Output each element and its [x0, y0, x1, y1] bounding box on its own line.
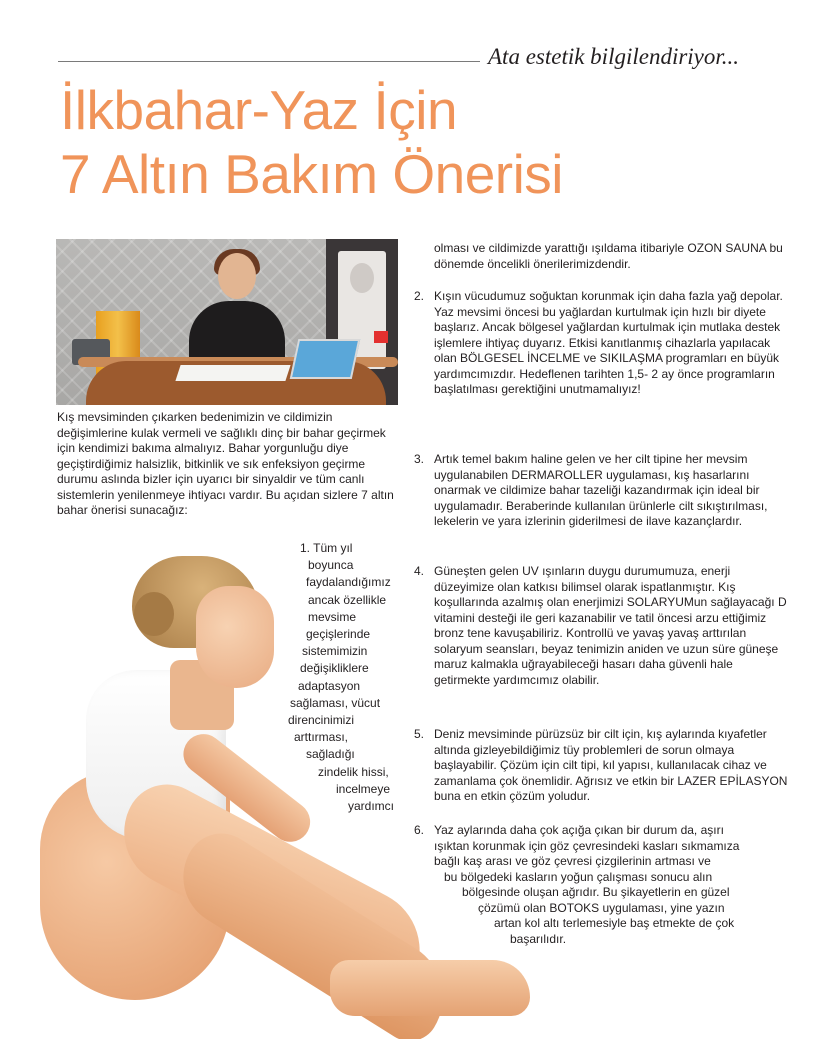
item-1-line: sağladığı	[306, 747, 355, 762]
item-3	[414, 452, 794, 552]
item-1-line: direncinimizi	[288, 713, 355, 728]
item-5-number: 5.	[414, 727, 425, 741]
photo-poster-figure	[350, 263, 374, 293]
header-tagline: Ata estetik bilgilendiriyor...	[488, 44, 740, 69]
item-1-continuation-text: olması ve cildimizde yarattığı ışıldama itibariyle OZON SAUNA bu dönemde öncelikli önerilerimizdendir.	[434, 241, 783, 271]
item-1-number: 1.	[300, 541, 311, 555]
item-2	[414, 289, 794, 449]
item-1-line: sistemimizin	[302, 644, 368, 659]
title-line-1: İlkbahar-Yaz İçin	[60, 79, 458, 141]
item-6-text	[434, 823, 790, 947]
title-line-2: 7 Altın Bakım Önerisi	[60, 143, 564, 205]
item-6-number: 6.	[414, 823, 425, 837]
woman-face	[196, 586, 274, 688]
item-2-text: Kışın vücudumuz soğuktan korunmak için daha fazla yağ depolar. Yaz mevsimi öncesi bu yağlardan kurtulmak için hızlı bir diyete başlarız. Ancak bölgesel yağlardan kurtulmak için mutlaka destek işlemlere ihtiyaç duyarız. Etkisi kanıtlanmış cihazlarla yapılacak olan BÖLGESEL İNCELME ve SIKILAŞMA programları en büyük yardımcımızdır. Hedeflenen tarihten 1,5- 2 ay önce programların başlatılması gerektiğini unutmamalıyız!	[434, 289, 783, 396]
item-6-line: ışıktan korunmak için göz çevresindeki kasları sıkmamıza	[434, 838, 740, 853]
photo-laptop	[290, 339, 361, 379]
item-2-number: 2.	[414, 289, 425, 303]
office-photo	[56, 239, 398, 405]
item-6-line: Yaz aylarında daha çok açığa çıkan bir durum da, aşırı	[434, 823, 724, 837]
item-1-line: ancak özellikle	[308, 592, 387, 607]
item-1-line: faydalandığımız	[306, 575, 391, 590]
item-1-line: sağlaması, vücut	[290, 695, 381, 710]
photo-flag	[374, 331, 388, 343]
item-1-line: zindelik hissi,	[318, 764, 389, 779]
item-1-line: adaptasyon	[298, 678, 361, 693]
item-4-number: 4.	[414, 564, 425, 578]
item-6	[414, 823, 794, 953]
item-6-line: bağlı kaş arası ve göz çevresi çizgilerinin artması ve	[434, 854, 711, 868]
photo-papers	[175, 365, 290, 381]
item-4-text: Güneşten gelen UV ışınların duygu durumumuza, enerji düzeyimize olan katkısı bilimsel olarak ispatlanmıştır. Kış koşullarında azalmış olan enerjimizi SOLARYUMun sağlayacağı D vitamini desteği ile geri kazanabilir ve tatil öncesi arzu ettiğimiz bronz tene kavuşabiliriz. Kontrollü ve yavaş yavaş arttırılan solaryum seansları, beyaz tenimizin aniden ve uzun süre güneşe maruz kalmakla uğrayabileceği hasarı daha güvenli hale getirmekte yardımcımız olabilir.	[434, 564, 787, 687]
item-6-line: artan kol altı terlemesiyle baş etmekte de çok	[494, 916, 735, 930]
item-4	[414, 564, 794, 704]
item-1-line: incelmeye	[336, 781, 391, 796]
item-1-line: değişikliklere	[300, 661, 369, 676]
item-5	[414, 727, 794, 807]
woman-feet	[330, 960, 530, 1016]
item-3-text: Artık temel bakım haline gelen ve her cilt tipine her mevsim uygulanabilen DERMAROLLER uygulaması, kış hasarlarını onarmak ve cildimize bahar tazeliği kazandırmak için ideal bir uygulamadır. Beraberinde kullanılan ürünlerle cilt sıkıştırılması, lekelerin ve yara izlerinin giderilmesi de ilave kazançlardır.	[434, 452, 768, 528]
item-1-line: arttırması,	[294, 730, 349, 745]
item-6-line: başarılıdır.	[510, 931, 567, 946]
intro-paragraph: Kış mevsiminden çıkarken bedenimizin ve cildimizin değişimlerine kulak vermeli ve sağlıklı dinç bir bahar geçirmek için kendimizi bakıma almalıyız. Bahar yorgunluğu diye geçiştirdiğimiz halsizlik, bitkinlik ve sık enfeksiyon geçirme durumu aslında bizler için uyarıcı bir sinyaldir ve tüm canlı sistemlerin yenilenmeye ihtiyacı vardır. Bu açıdan sizlere 7 altın bahar önerisi sunacağız:	[57, 410, 394, 517]
item-5-text: Deniz mevsiminde pürüzsüz bir cilt için, kış aylarında kıyafetler altında gizleyebildiğimiz tüy problemleri de sorun olmaya başlayabilir. Çözüm için cilt tipi, kıl yapısı, kullanılacak cihaz ve zamanlama çok önemlidir. Ağrısız ve etkin bir LAZER EPİLASYON buna en etkin çözüm yoludur.	[434, 727, 788, 803]
photo-person-head	[218, 253, 256, 299]
item-3-number: 3.	[414, 452, 425, 466]
item-1-line: geçişlerinde	[306, 627, 371, 642]
item-6-line: bölgesinde oluşan ağrıdır. Bu şikayetlerin en güzel	[462, 885, 730, 899]
article-title	[60, 78, 563, 206]
item-1-line: yardımcı	[348, 799, 395, 814]
item-6-line: bu bölgedeki kasların yoğun çalışması sonucu alın	[444, 869, 713, 884]
item-1-line: mevsime	[308, 609, 357, 624]
item-6-line: çözümü olan BOTOKS uygulaması, yine yazın	[478, 900, 725, 915]
item-1-continuation	[414, 241, 794, 281]
woman-hair-bun	[134, 592, 174, 636]
item-1-line: boyunca	[308, 558, 354, 573]
item-1-line: 1. Tüm yıl	[300, 541, 353, 555]
item-1	[288, 540, 410, 815]
header-rule	[58, 61, 480, 62]
